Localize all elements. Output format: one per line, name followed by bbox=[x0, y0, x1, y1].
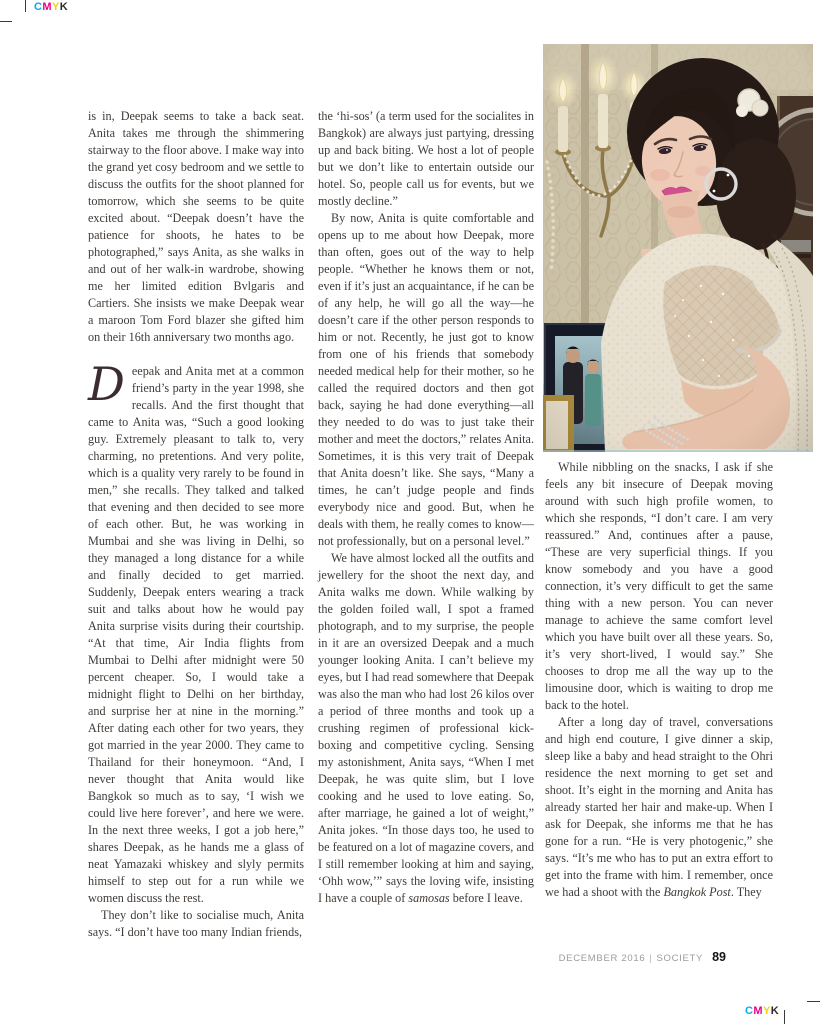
cmyk-letter-black: K bbox=[59, 1, 69, 13]
drop-cap: D bbox=[88, 357, 125, 411]
paragraph-text: After a long day of travel, conversations and high end couture, I give dinner a skip, sleep like a baby and head straight to the Ohri residence the next morning to get set and shoot. It’s eight in the morning and Anita has already started her hair and make-up. When I ask for Deepak, she informs me that he has gone for a run. “He is very photogenic,” she says. “It’s me who has to put an extra effort to get into the frame with him. I remember, once we had a shoot with the bbox=[545, 715, 773, 899]
footer-folio bbox=[545, 950, 726, 966]
article-paragraph: is in, Deepak seems to take a back seat. Anita takes me through the shimmering stairway to the floor above. I make way into the grand yet cosy bedroom and we settle to discuss the outfits for the shoot planned for tomorrow, which she seems to be quite excited about. “Deepak doesn’t have the patience for shoots, he hates to be photographed,” says Anita, as she walks in and out of her walk-in wardrobe, showing me her limited edition Bvlgaris and Cartiers. She insists we make Deepak wear a maroon Tom Ford blazer she gifted him on their 16th anniversary two months ago. bbox=[88, 109, 304, 344]
article-paragraph: By now, Anita is quite comfortable and opens up to me about how Deepak, more than often, goes out of the way to help people. “Whether he knows them or not, even if it’s just an acquaintance, if he can be of any help, he will go all the way—he doesn’t care if the other person responds to him or not. Recently, he just got to know from one of his friends that somebody needed medical help for their mother, so he called the required doctors and then got back, saying he had done everything—all they needed to do was to just take their mother and meet the doctors,” relates Anita. Sometimes, it is this very trait of Deepak that Anita doesn’t like. She says, “Many a times, he can’t judge people and finds everybody nice and good. But, when he deals with them, he really comes to know—not professionally, but on a personal level.” bbox=[318, 211, 534, 548]
article-paragraph: They don’t like to socialise much, Anita says. “I don’t have too many Indian friends, bbox=[88, 908, 304, 939]
cmyk-letter-cyan: C bbox=[34, 1, 43, 13]
footer-issue-date: DECEMBER 2016 bbox=[558, 953, 646, 964]
portrait-photo-artwork bbox=[543, 44, 813, 452]
article-paragraph-dropcap bbox=[88, 357, 304, 907]
cmyk-letter-magenta: M bbox=[753, 1005, 763, 1017]
paragraph-text: eepak and Anita met at a common friend’s party in the year 1998, she recalls. And the first thought that came to Anita was, “Such a good looking guy. Extremely pleasant to talk to, very charming, no pretentions. And very polite, which is a quality very rarely to be found in men,” she recalls. They talked and talked that evening and then decided to see more of each other. But, he was working in Mumbai and she was living in Delhi, so they managed a long distance for a while and finally decided to get married. Suddenly, Deepak enters wearing a track suit and talks about how he would pay Anita surprise visits during their courtship. “At that time, Air India flights from Mumbai to Delhi after midnight were 50 percent cheaper. So, I would take a midnight flight to Delhi on her birthday, and surprise her at nine in the morning.” After dating each other for two years, they got married in the year 2000. They came to Thailand for their honeymoon. “And, I never thought that Anita would like Bangkok so much as to say, ‘I wish we could live here forever’, and here we were. In the next three weeks, I got a job here,” shares Deepak, as he hands me a glass of neat Yamazaki whiskey and slyly permits himself to step out for a run while we women discuss the rest. bbox=[88, 364, 304, 905]
footer-divider: | bbox=[649, 953, 653, 964]
italic-publication-name: Bangkok Post bbox=[663, 885, 731, 899]
article-column-2 bbox=[318, 108, 534, 907]
cmyk-label-top-left bbox=[34, 1, 68, 13]
cmyk-letter-magenta: M bbox=[42, 1, 52, 13]
portrait-photo bbox=[543, 44, 813, 452]
photo-vignette bbox=[543, 44, 813, 452]
article-paragraph: While nibbling on the snacks, I ask if she feels any bit insecure of Deepak moving around with such high profile women, to which she responds, “I don’t care. I am very reassured.” And, continues after a pause, “These are very superficial things. If you know somebody and you have a good connection, it’s very difficult to get the same thing with a new person. You can never manage to achieve the same comfort level which you have built over all these years. So, it’s very short-lived, I would say.” She chooses to drop me all the way up to the limousine door, which is waiting to drop me back to the hotel. bbox=[545, 460, 773, 712]
paragraph-text: . They bbox=[730, 885, 762, 899]
article-paragraph bbox=[318, 550, 534, 907]
article-column-3 bbox=[545, 459, 773, 901]
article-paragraph bbox=[545, 714, 773, 901]
cmyk-letter-black: K bbox=[770, 1005, 780, 1017]
cmyk-label-bottom-right bbox=[745, 1005, 779, 1017]
crop-mark-horizontal-top-left bbox=[0, 21, 12, 22]
cmyk-letter-cyan: C bbox=[745, 1005, 754, 1017]
italic-word: samosas bbox=[408, 891, 450, 905]
crop-mark-vertical-top-left bbox=[25, 0, 26, 12]
article-paragraph: the ‘hi-sos’ (a term used for the socialites in Bangkok) are always just partying, dressing up and back biting. We host a lot of people but we don’t like to entertain outside our hotel. So, people call us for events, but we mostly decline.” bbox=[318, 109, 534, 208]
paragraph-text: We have almost locked all the outfits and jewellery for the shoot the next day, and Anita walks me down. While walking by the golden foiled wall, I spot a framed photograph, and to my surprise, the people in it are an oversized Deepak and a much younger looking Anita. I can’t believe my eyes, but I had read somewhere that Deepak was also the man who had lost 26 kilos over a period of three months and took up a crushing regimen of professional kick-boxing and competitive cycling. Sensing my astonishment, Anita says, “When I met Deepak, he was quite slim, but I love cooking and he used to love eating. So, after marriage, he gained a lot of weight,” Anita jokes. “In those days too, he used to be featured on a lot of magazine covers, and I still remember looking at him and saying, ‘Ohh wow,’” says the loving wife, insisting I have a couple of bbox=[318, 551, 534, 905]
article-column-1 bbox=[88, 108, 304, 941]
footer-page-number: 89 bbox=[712, 950, 726, 964]
cmyk-letter-yellow: Y bbox=[762, 1005, 771, 1017]
footer-magazine-name: SOCIETY bbox=[656, 953, 704, 964]
paragraph-text: before I leave. bbox=[449, 891, 523, 905]
crop-mark-vertical-bottom-right bbox=[784, 1010, 785, 1024]
cmyk-letter-yellow: Y bbox=[51, 1, 60, 13]
crop-mark-horizontal-bottom-right bbox=[807, 1001, 820, 1002]
